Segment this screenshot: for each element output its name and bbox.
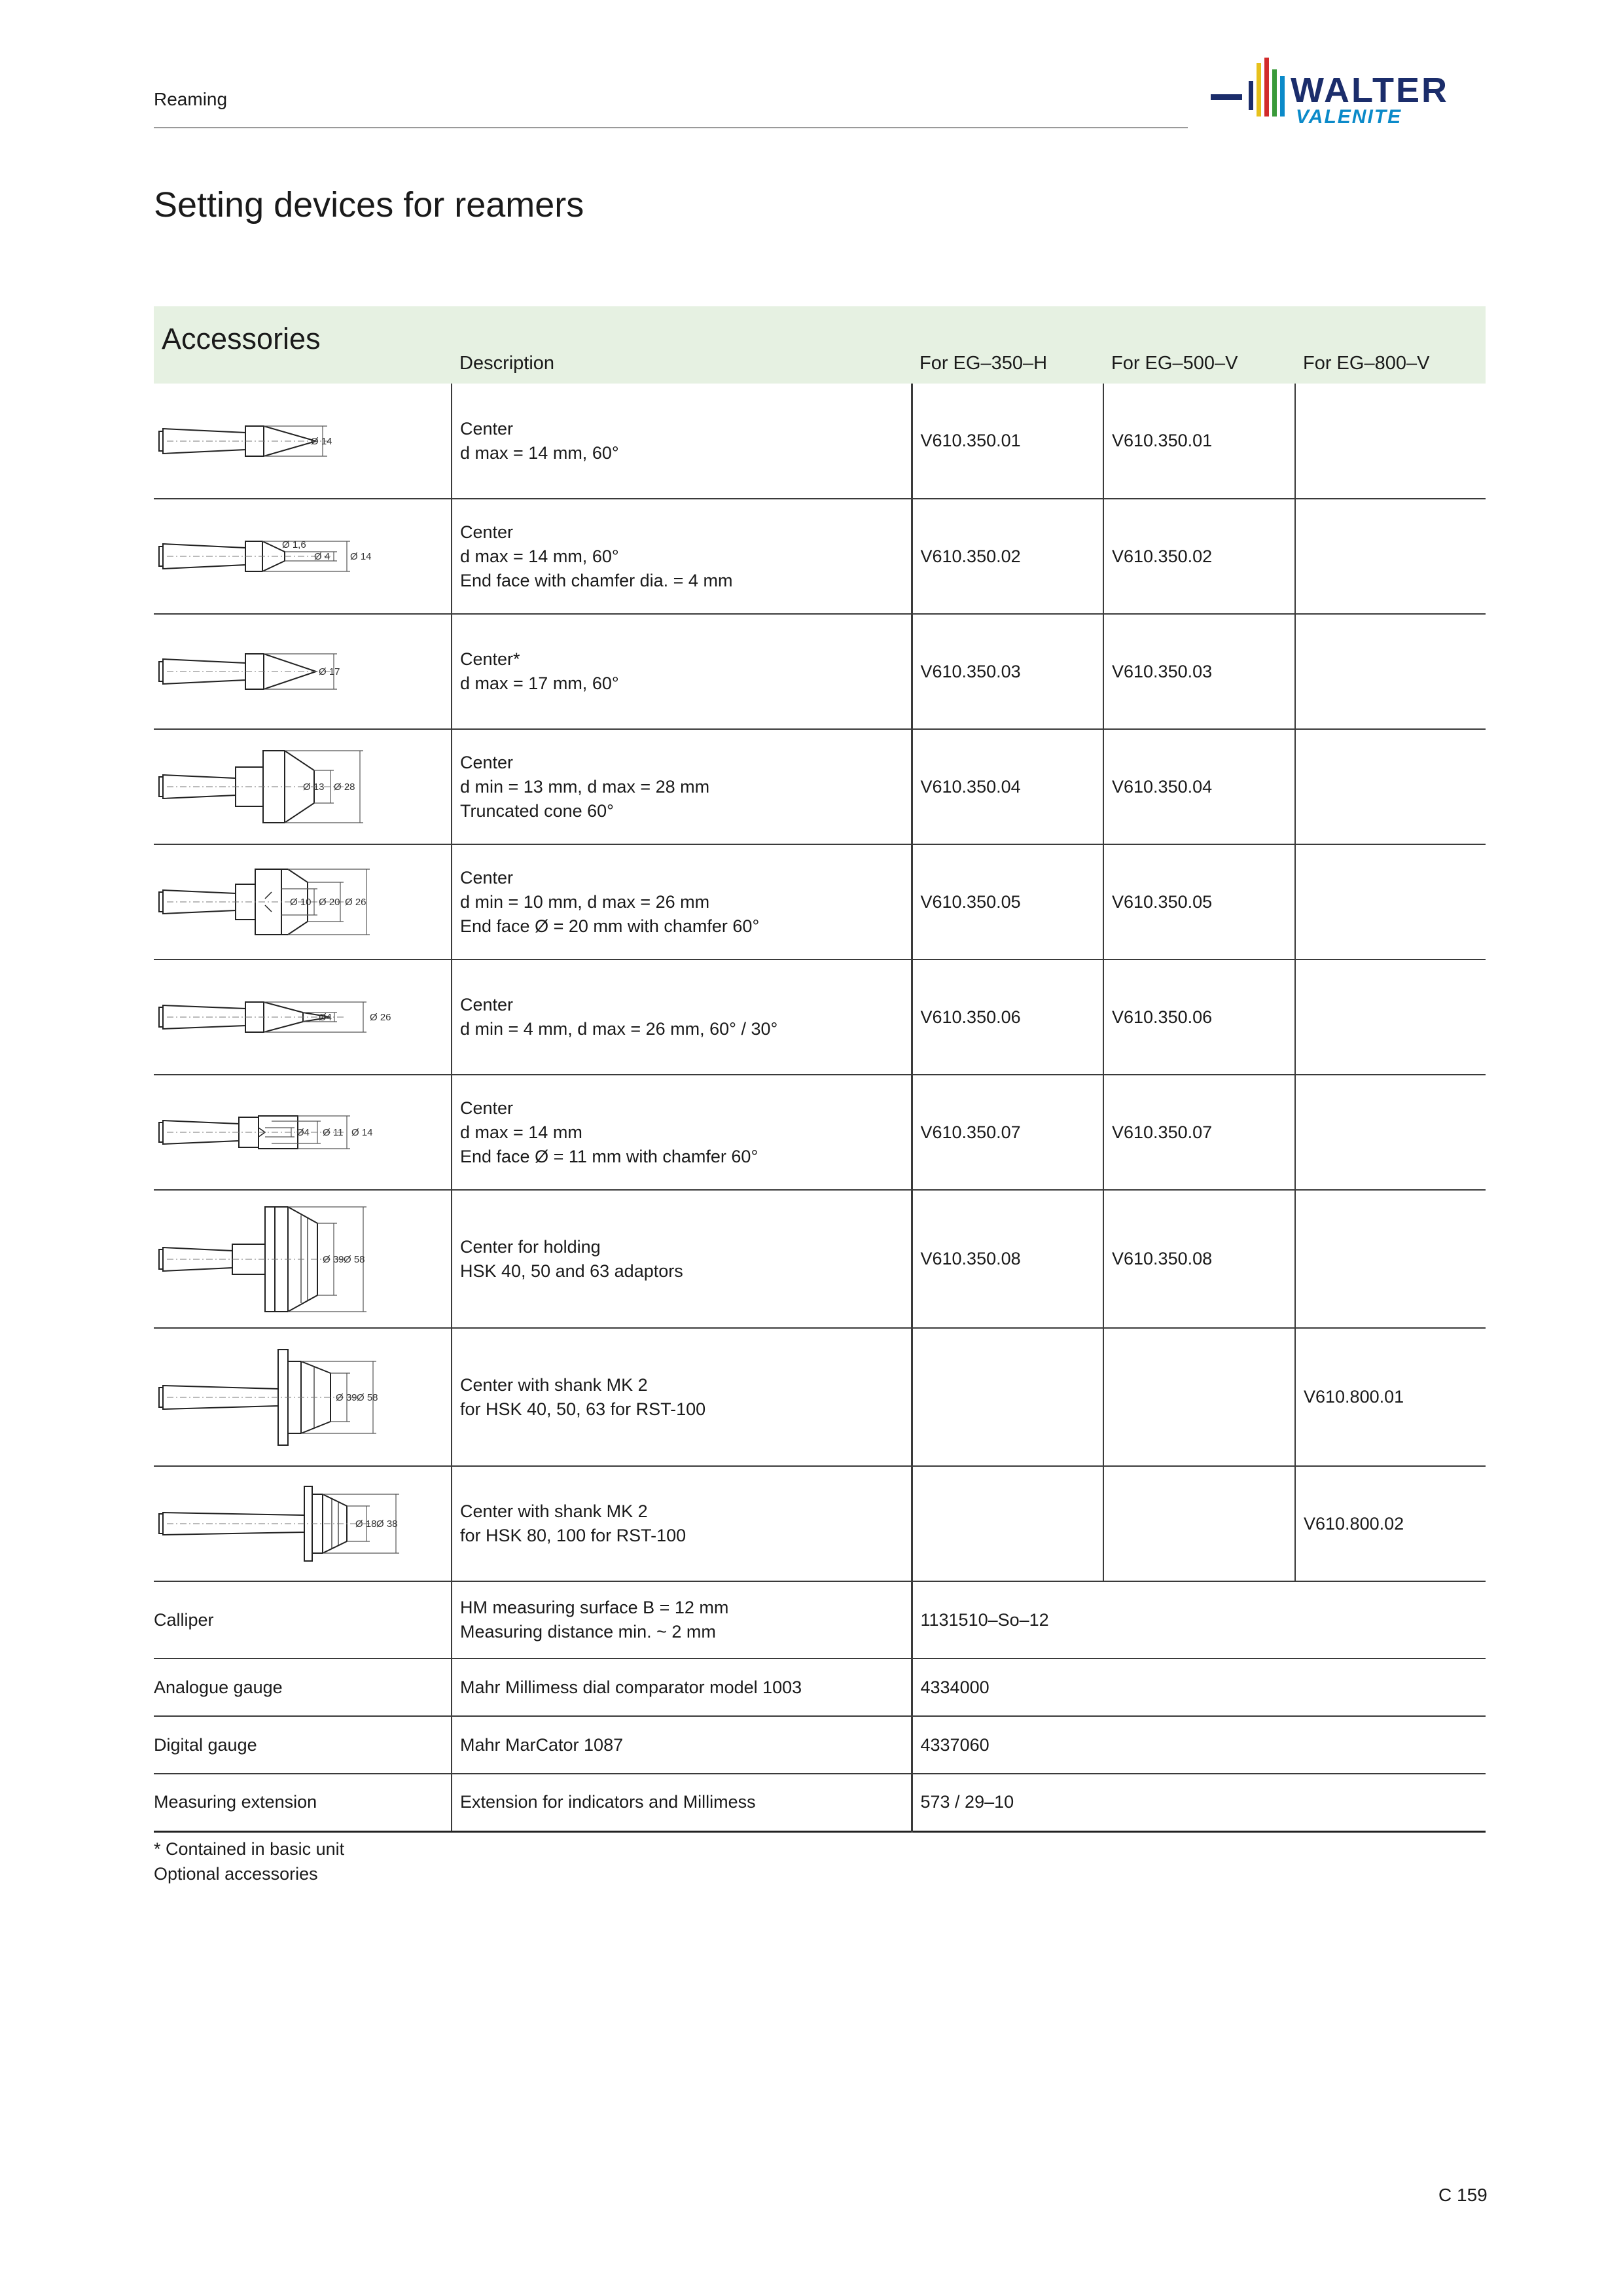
double-angle-center-drawing xyxy=(154,968,442,1066)
table-row xyxy=(154,1075,1486,1190)
table-row xyxy=(154,384,1486,499)
header-description: Description xyxy=(459,353,555,374)
table-row xyxy=(154,960,1486,1075)
tool-description: HM measuring surface B = 12 mm Measuring distance min. ~ 2 mm xyxy=(452,1581,912,1659)
code-eg350: V610.350.05 xyxy=(912,844,1103,960)
dim-label: Ø 58 xyxy=(344,1253,365,1265)
table-row xyxy=(154,1716,1486,1774)
table-row xyxy=(154,499,1486,614)
code-eg500 xyxy=(1103,1466,1295,1581)
row-drawing xyxy=(154,1075,452,1190)
footnote-optional: Optional accessories xyxy=(154,1864,318,1884)
end-face-center-drawing xyxy=(154,853,442,951)
row-drawing xyxy=(154,384,452,499)
table-row xyxy=(154,1190,1486,1328)
header-eg500: For EG–500–V xyxy=(1111,353,1238,374)
code-eg800: V610.800.01 xyxy=(1304,1387,1404,1407)
table-row xyxy=(154,729,1486,844)
code-eg350: V610.350.07 xyxy=(912,1075,1103,1190)
row-drawing xyxy=(154,960,452,1075)
hsk-holder-drawing xyxy=(154,1197,442,1321)
dim-label: Ø4 xyxy=(319,1012,332,1023)
row-description: Center d min = 4 mm, d max = 26 mm, 60° / 30° xyxy=(452,960,912,1075)
row-drawing xyxy=(154,1328,452,1466)
table-row xyxy=(154,1328,1486,1466)
code-eg800 xyxy=(1295,1190,1486,1328)
row-description: Center d max = 14 mm, 60° End face with chamfer dia. = 4 mm xyxy=(452,499,912,614)
center-chamfer-drawing xyxy=(154,507,442,605)
code-eg350: V610.350.08 xyxy=(912,1190,1103,1328)
tool-code: 1131510–So–12 xyxy=(920,1609,1049,1630)
row-description: Center d max = 14 mm End face Ø = 11 mm with chamfer 60° xyxy=(452,1075,912,1190)
row-description: Center d min = 13 mm, d max = 28 mm Truncated cone 60° xyxy=(452,729,912,844)
code-eg800 xyxy=(1295,614,1486,729)
row-drawing xyxy=(154,729,452,844)
dim-label: Ø 10 xyxy=(290,897,312,908)
center-60-cone-drawing xyxy=(154,392,442,490)
code-eg500: V610.350.06 xyxy=(1103,960,1295,1075)
row-drawing xyxy=(154,1190,452,1328)
section-label: Reaming xyxy=(154,89,228,109)
code-eg800 xyxy=(1295,384,1486,499)
page-number: C 159 xyxy=(1438,2185,1488,2205)
truncated-cone-drawing xyxy=(154,738,442,836)
dim-label: Ø 58 xyxy=(357,1391,378,1403)
dim-label: Ø 14 xyxy=(311,435,332,447)
code-eg350: V610.350.01 xyxy=(912,384,1103,499)
dim-label: Ø 1,6 xyxy=(282,539,306,550)
tool-label: Measuring extension xyxy=(154,1774,452,1831)
code-eg350: V610.350.02 xyxy=(912,499,1103,614)
code-eg800: V610.800.02 xyxy=(1304,1513,1404,1534)
page-title: Setting devices for reamers xyxy=(154,185,584,224)
footnote-basic-unit: * Contained in basic unit xyxy=(154,1839,345,1859)
dim-label: Ø 14 xyxy=(351,1127,373,1138)
dim-label: Ø 4 xyxy=(314,551,330,562)
dim-label: Ø 26 xyxy=(370,1012,391,1023)
row-drawing xyxy=(154,844,452,960)
shank-mk2-small-drawing xyxy=(154,1475,442,1573)
center-60-cone-drawing xyxy=(154,622,442,721)
header-eg350: For EG–350–H xyxy=(919,353,1048,374)
code-eg800 xyxy=(1295,499,1486,614)
tool-code: 4334000 xyxy=(920,1677,990,1697)
dim-label: Ø 26 xyxy=(345,897,366,908)
row-description: Center d min = 10 mm, d max = 26 mm End face Ø = 20 mm with chamfer 60° xyxy=(452,844,912,960)
table-row xyxy=(154,614,1486,729)
dim-label: Ø 17 xyxy=(319,666,340,677)
row-description: Center with shank MK 2 for HSK 40, 50, 63 for RST-100 xyxy=(452,1328,912,1466)
dim-label: Ø 38 xyxy=(376,1518,398,1530)
code-eg500: V610.350.07 xyxy=(1103,1075,1295,1190)
table-row xyxy=(154,1659,1486,1716)
code-eg350 xyxy=(912,1328,1103,1466)
code-eg500 xyxy=(1103,1328,1295,1466)
tool-label: Digital gauge xyxy=(154,1716,452,1774)
code-eg800 xyxy=(1295,960,1486,1075)
code-eg800 xyxy=(1295,844,1486,960)
row-description: Center for holding HSK 40, 50 and 63 adaptors xyxy=(452,1190,912,1328)
walter-valenite-logo xyxy=(1204,56,1492,135)
tool-label: Analogue gauge xyxy=(154,1659,452,1716)
row-description: Center* d max = 17 mm, 60° xyxy=(452,614,912,729)
table-row xyxy=(154,1774,1486,1831)
code-eg500: V610.350.08 xyxy=(1103,1190,1295,1328)
row-description: Center d max = 14 mm, 60° xyxy=(452,384,912,499)
dim-label: Ø 11 xyxy=(323,1127,344,1138)
code-eg500: V610.350.03 xyxy=(1103,614,1295,729)
logo-submark: VALENITE xyxy=(1296,106,1402,128)
code-eg350 xyxy=(912,1466,1103,1581)
dim-label: Ø4 xyxy=(296,1127,310,1138)
dim-label: Ø 13 xyxy=(303,781,325,793)
code-eg800 xyxy=(1295,729,1486,844)
dim-label: Ø 20 xyxy=(319,897,340,908)
dim-label: Ø 39 xyxy=(323,1253,344,1265)
table-header-row xyxy=(154,306,1486,384)
code-eg500: V610.350.05 xyxy=(1103,844,1295,960)
header-rule xyxy=(154,127,1188,128)
code-eg350: V610.350.03 xyxy=(912,614,1103,729)
accessories-table xyxy=(154,306,1486,1833)
tool-description: Mahr MarCator 1087 xyxy=(452,1716,912,1774)
code-eg350: V610.350.06 xyxy=(912,960,1103,1075)
end-face-chamfer-drawing xyxy=(154,1083,442,1181)
table-row xyxy=(154,844,1486,960)
tool-code: 573 / 29–10 xyxy=(920,1792,1014,1812)
code-eg500: V610.350.02 xyxy=(1103,499,1295,614)
dim-label: Ø 18 xyxy=(355,1518,377,1530)
tool-description: Extension for indicators and Millimess xyxy=(452,1774,912,1831)
code-eg800 xyxy=(1295,1075,1486,1190)
footnotes xyxy=(154,1837,344,1886)
row-drawing xyxy=(154,1466,452,1581)
code-eg500: V610.350.01 xyxy=(1103,384,1295,499)
tool-label: Calliper xyxy=(154,1581,452,1659)
row-drawing xyxy=(154,614,452,729)
code-eg500: V610.350.04 xyxy=(1103,729,1295,844)
shank-mk2-large-drawing xyxy=(154,1335,442,1460)
row-description: Center with shank MK 2 for HSK 80, 100 for RST-100 xyxy=(452,1466,912,1581)
header-accessories: Accessories xyxy=(162,322,321,355)
tool-code: 4337060 xyxy=(920,1734,990,1755)
logo-wordmark: WALTER xyxy=(1291,71,1449,110)
dim-label: Ø 39 xyxy=(336,1391,357,1403)
dim-label: Ø 28 xyxy=(334,781,355,793)
tool-description: Mahr Millimess dial comparator model 1003 xyxy=(452,1659,912,1716)
header-eg800: For EG–800–V xyxy=(1303,353,1430,374)
table-row xyxy=(154,1466,1486,1581)
code-eg350: V610.350.04 xyxy=(912,729,1103,844)
row-drawing xyxy=(154,499,452,614)
table-row xyxy=(154,1581,1486,1659)
dim-label: Ø 14 xyxy=(350,551,372,562)
